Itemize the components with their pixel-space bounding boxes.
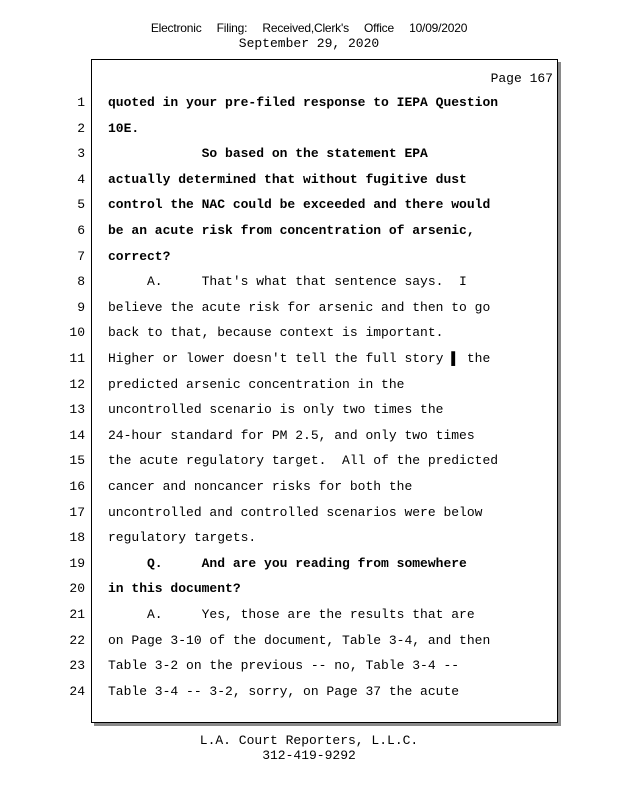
- stamp-word: 10/09/2020: [409, 21, 468, 35]
- line-text: 10E.: [108, 120, 140, 136]
- line-text: uncontrolled and controlled scenarios were below: [108, 504, 483, 520]
- line-text: regulatory targets.: [108, 530, 257, 546]
- transcript-date: September 29, 2020: [238, 36, 380, 51]
- line-text: 24-hour standard for PM 2.5, and only two times: [108, 427, 475, 443]
- line-number: 7: [77, 248, 85, 264]
- transcript-line: [0, 684, 618, 704]
- line-text: A. That's what that sentence says. I: [108, 274, 467, 290]
- line-text: back to that, because context is important.: [108, 325, 444, 341]
- stamp-word: Received,Clerk's: [262, 21, 349, 35]
- line-number: 19: [69, 555, 85, 571]
- line-number: 23: [69, 658, 85, 674]
- line-number: 11: [69, 351, 85, 366]
- line-text: Q. And are you reading from somewhere: [108, 555, 467, 571]
- line-text: A. Yes, those are the results that are: [108, 607, 475, 622]
- filing-stamp: [0, 21, 618, 35]
- line-number: 16: [69, 479, 85, 494]
- line-text: in this document?: [108, 581, 241, 597]
- reporter-company: L.A. Court Reporters, L.L.C.: [199, 733, 419, 748]
- line-number: 17: [69, 504, 85, 520]
- transcript-line: [0, 197, 618, 217]
- transcript-line: [0, 274, 618, 294]
- line-number: 13: [69, 402, 85, 418]
- line-text: actually determined that without fugitive dust: [108, 171, 467, 187]
- line-number: 18: [69, 530, 85, 546]
- stamp-word: Office: [364, 21, 394, 35]
- line-text: be an acute risk from concentration of arsenic,: [108, 223, 475, 238]
- line-number: 15: [69, 453, 85, 469]
- line-number: 6: [77, 223, 85, 238]
- transcript-line: [0, 146, 618, 166]
- line-number: 14: [69, 427, 85, 443]
- transcript-line: [0, 479, 618, 499]
- line-text: cancer and noncancer risks for both the: [108, 479, 413, 494]
- line-text: control the NAC could be exceeded and there would: [108, 197, 491, 213]
- line-text: the acute regulatory target. All of the predicted: [108, 453, 499, 469]
- transcript-line: [0, 556, 618, 576]
- line-number: 2: [77, 120, 85, 136]
- line-number: 8: [77, 274, 85, 290]
- transcript-line: [0, 453, 618, 473]
- transcript-line: [0, 172, 618, 192]
- reporter-phone: 312-419-9292: [262, 748, 356, 763]
- transcript-line: [0, 530, 618, 550]
- page-number: Page 167: [490, 71, 553, 86]
- transcript-line: [0, 633, 618, 653]
- line-text: So based on the statement EPA: [108, 146, 428, 162]
- transcript-line: [0, 505, 618, 525]
- line-text: predicted arsenic concentration in the: [108, 376, 405, 392]
- transcript-line: [0, 121, 618, 141]
- transcript-line: [0, 351, 618, 371]
- line-text: uncontrolled scenario is only two times the: [108, 402, 444, 418]
- line-text: believe the acute risk for arsenic and then to go: [108, 299, 491, 315]
- transcript-line: [0, 402, 618, 422]
- stamp-word: Electronic: [150, 21, 202, 35]
- transcript-line: [0, 249, 618, 269]
- line-number: 22: [69, 632, 85, 648]
- stamp-word: Filing:: [216, 21, 248, 35]
- transcript-line: [0, 223, 618, 243]
- line-number: 5: [77, 197, 85, 213]
- line-number: 10: [69, 325, 85, 341]
- transcript-line: [0, 581, 618, 601]
- line-number: 9: [77, 299, 85, 315]
- line-text: on Page 3-10 of the document, Table 3-4, and then: [108, 632, 491, 648]
- transcript-line: [0, 658, 618, 678]
- footer: [0, 733, 618, 763]
- transcript-line: [0, 325, 618, 345]
- transcript-line: [0, 428, 618, 448]
- line-number: 12: [69, 376, 85, 392]
- line-number: 21: [69, 607, 85, 622]
- line-number: 4: [77, 171, 85, 187]
- line-number: 24: [69, 683, 85, 699]
- line-text: Higher or lower doesn't tell the full story ▌ the: [108, 351, 491, 366]
- line-number: 3: [77, 146, 85, 162]
- line-text: Table 3-2 on the previous -- no, Table 3-4 --: [108, 658, 460, 674]
- transcript-line: [0, 607, 618, 627]
- line-text: correct?: [108, 248, 171, 264]
- transcript-line: [0, 300, 618, 320]
- line-text: quoted in your pre-filed response to IEPA Question: [108, 95, 499, 110]
- line-text: Table 3-4 -- 3-2, sorry, on Page 37 the acute: [108, 683, 460, 699]
- line-number: 20: [69, 581, 85, 597]
- transcript-line: [0, 95, 618, 115]
- transcript-line: [0, 377, 618, 397]
- line-number: 1: [77, 95, 85, 110]
